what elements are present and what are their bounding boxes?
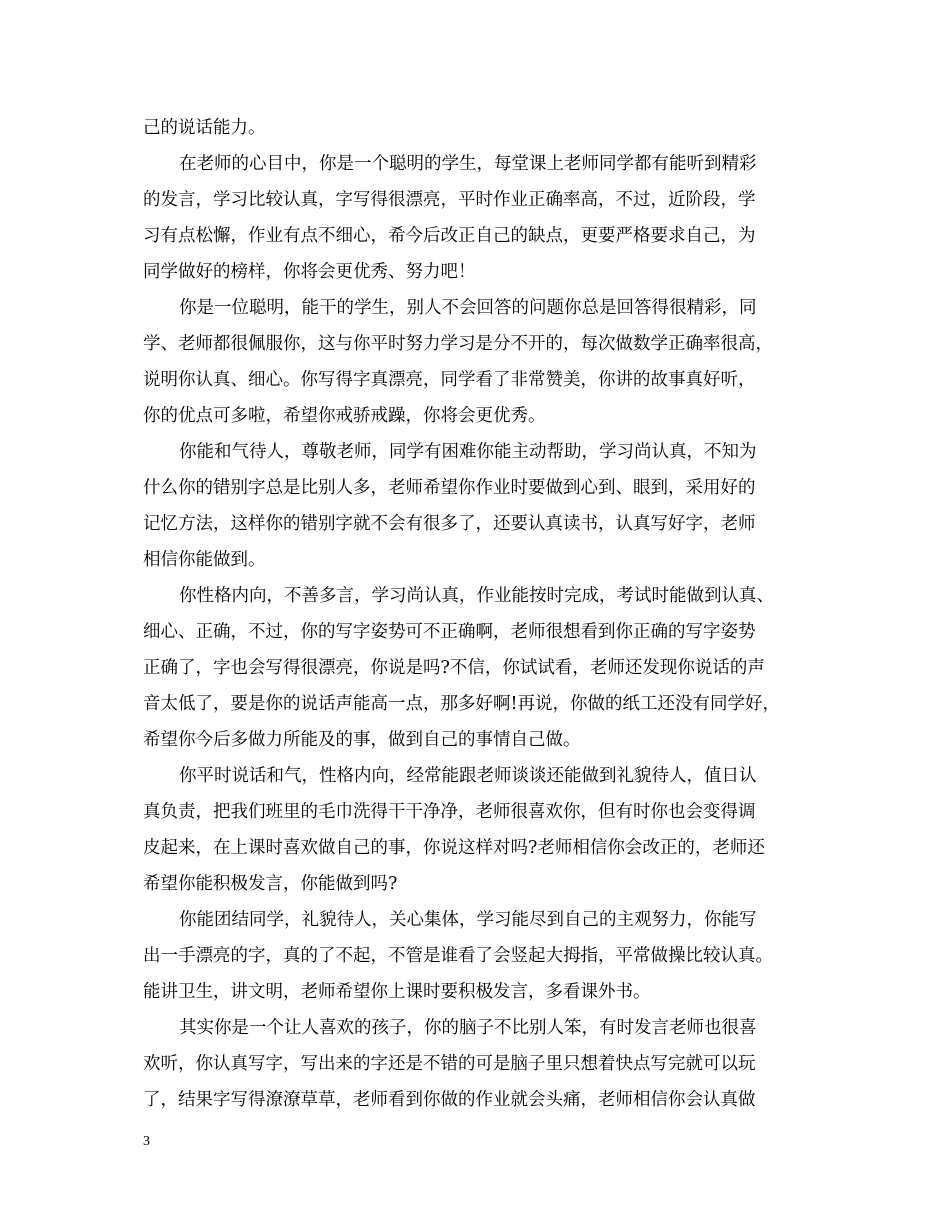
text-line: 出一手漂亮的字，真的了不起，不管是谁看了会竖起大拇指，平常做操比较认真。 bbox=[143, 946, 773, 966]
page-number: 3 bbox=[143, 1134, 150, 1149]
text-line: 了，结果字写得潦潦草草，老师看到你做的作业就会头痛，老师相信你会认真做 bbox=[143, 1090, 756, 1110]
paragraph-4 bbox=[143, 434, 818, 578]
text-line: 细心、正确，不过，你的写字姿势可不正确啊，老师很想看到你正确的写字姿势 bbox=[143, 622, 756, 642]
text-line: 习有点松懈，作业有点不细心，希今后改正自己的缺点，更要严格要求自己，为 bbox=[143, 226, 756, 246]
text-line: 能讲卫生，讲文明，老师希望你上课时要积极发言，多看课外书。 bbox=[143, 982, 651, 1002]
text-line: 说明你认真、细心。你写得字真漂亮，同学看了非常赞美，你讲的故事真好听， bbox=[143, 370, 756, 390]
paragraph-5 bbox=[143, 578, 818, 758]
paragraph-2 bbox=[143, 146, 818, 290]
text-line: 你能和气待人，尊敬老师，同学有困难你能主动帮助，学习尚认真，不知为 bbox=[179, 442, 757, 462]
text-line: 欢听，你认真写字，写出来的字还是不错的可是脑子里只想着快点写完就可以玩 bbox=[143, 1054, 756, 1074]
paragraph-8 bbox=[143, 1010, 818, 1118]
text-line: 你的优点可多啦，希望你戒骄戒躁，你将会更优秀。 bbox=[143, 406, 546, 426]
text-line: 希望你今后多做力所能及的事，做到自己的事情自己做。 bbox=[143, 730, 581, 750]
text-line: 皮起来，在上课时喜欢做自己的事，你说这样对吗?老师相信你会改正的，老师还 bbox=[143, 838, 765, 858]
text-line: 己的说话能力。 bbox=[143, 118, 266, 138]
text-line: 的发言，学习比较认真，字写得很漂亮，平时作业正确率高，不过，近阶段，学 bbox=[143, 190, 756, 210]
text-line: 你性格内向，不善多言，学习尚认真，作业能按时完成，考试时能做到认真、 bbox=[179, 586, 774, 606]
text-line: 什么你的错别字总是比别人多，老师希望你作业时要做到心到、眼到，采用好的 bbox=[143, 478, 756, 498]
text-line: 相信你能做到。 bbox=[143, 550, 266, 570]
text-line: 其实你是一个让人喜欢的孩子，你的脑子不比别人笨，有时发言老师也很喜 bbox=[179, 1018, 757, 1038]
paragraph-6 bbox=[143, 758, 818, 902]
text-line: 正确了，字也会写得很漂亮，你说是吗?不信，你试试看，老师还发现你说话的声 bbox=[143, 658, 765, 678]
text-line: 你能团结同学，礼貌待人，关心集体，学习能尽到自己的主观努力，你能写 bbox=[179, 910, 757, 930]
paragraph-7 bbox=[143, 902, 818, 1010]
document-body bbox=[143, 110, 818, 1118]
text-line: 你是一位聪明，能干的学生，别人不会回答的问题你总是回答得很精彩，同 bbox=[179, 298, 757, 318]
text-line: 记忆方法，这样你的错别字就不会有很多了，还要认真读书，认真写好字，老师 bbox=[143, 514, 756, 534]
paragraph-3 bbox=[143, 290, 818, 434]
text-line: 学、老师都很佩服你，这与你平时努力学习是分不开的，每次做数学正确率很高， bbox=[143, 334, 773, 354]
text-line: 真负责，把我们班里的毛巾洗得干干净净，老师很喜欢你，但有时你也会变得调 bbox=[143, 802, 756, 822]
text-line: 音太低了，要是你的说话声能高一点，那多好啊!再说，你做的纸工还没有同学好， bbox=[143, 694, 781, 714]
text-line: 在老师的心目中，你是一个聪明的学生，每堂课上老师同学都有能听到精彩 bbox=[179, 154, 757, 174]
text-line: 希望你能积极发言，你能做到吗? bbox=[143, 874, 398, 894]
text-line: 同学做好的榜样，你将会更优秀、努力吧！ bbox=[143, 262, 476, 282]
text-line: 你平时说话和气，性格内向，经常能跟老师谈谈还能做到礼貌待人，值日认 bbox=[179, 766, 757, 786]
paragraph-1 bbox=[143, 110, 818, 146]
